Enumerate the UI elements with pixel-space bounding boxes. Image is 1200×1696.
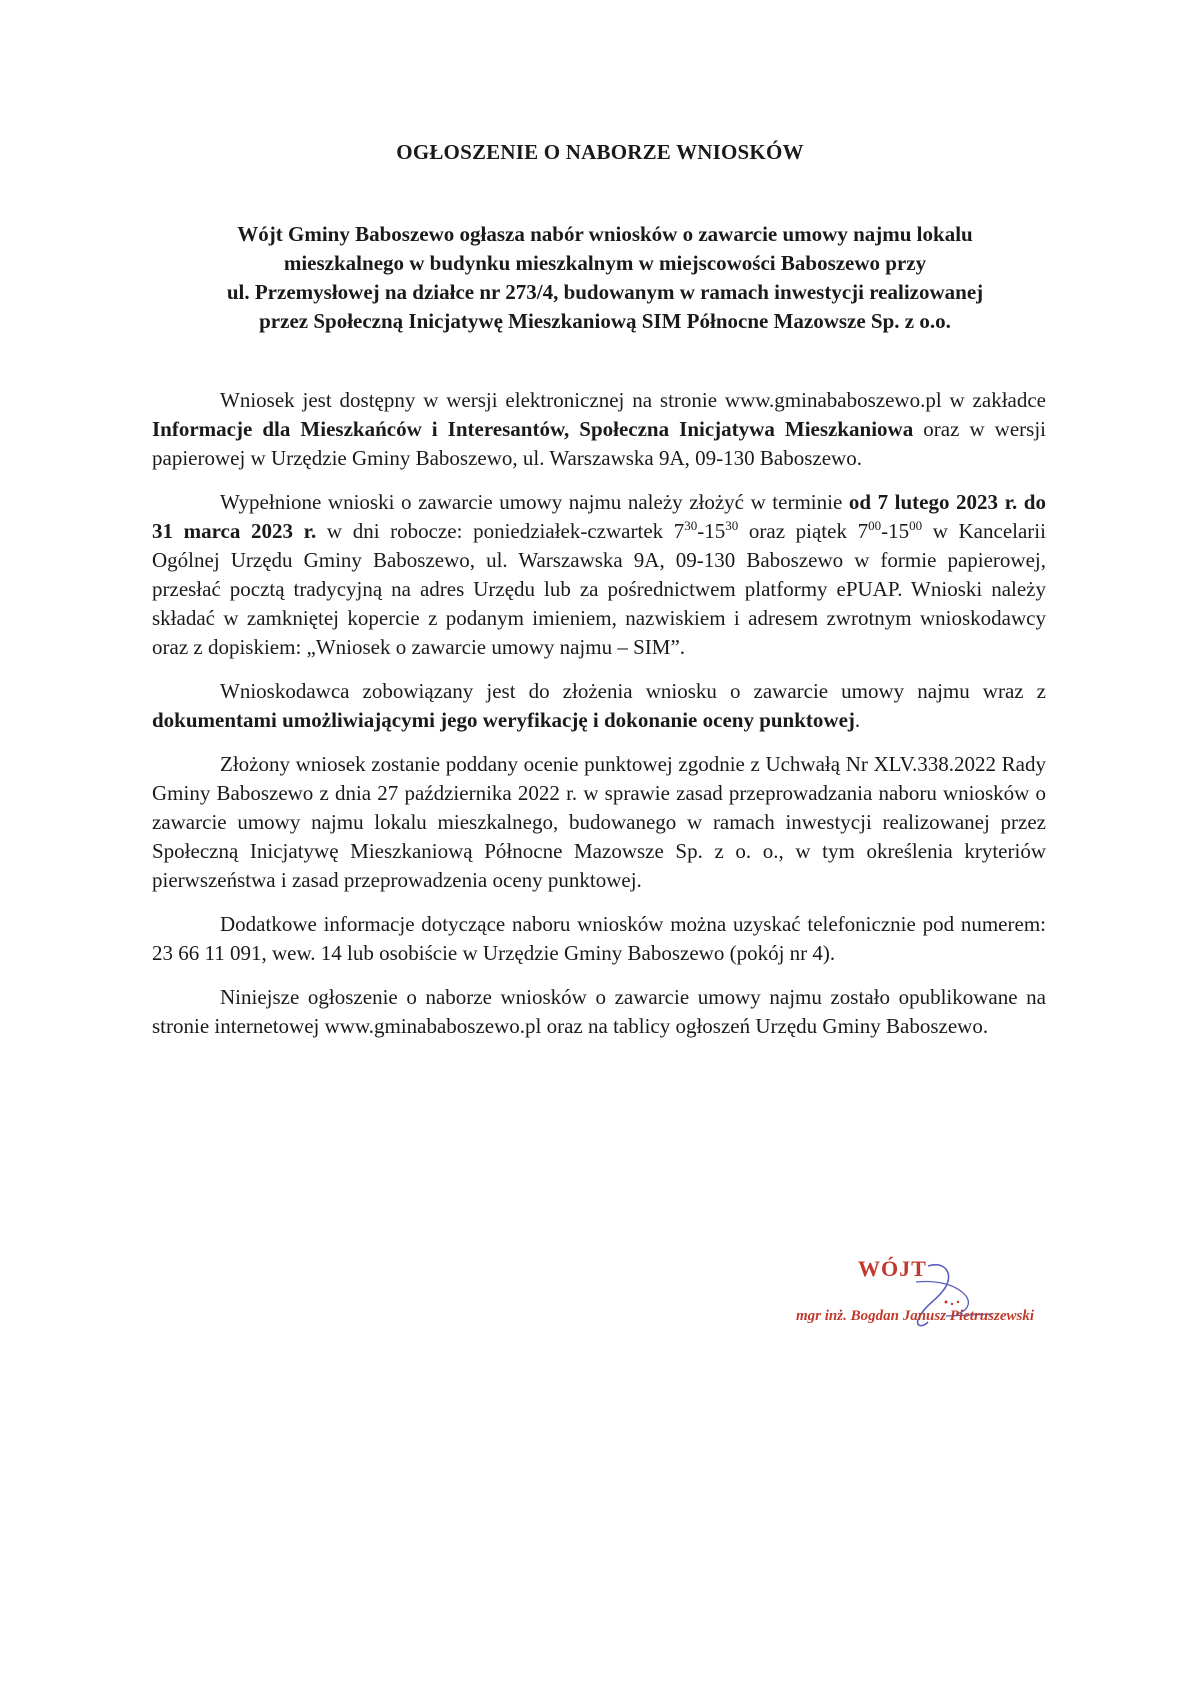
document-title: OGŁOSZENIE O NABORZE WNIOSKÓW — [396, 140, 804, 164]
lead-line: ul. Przemysłowej na działce nr 273/4, budowanym w ramach inwestycji realizowanej — [226, 280, 984, 304]
text-run: Wypełnione wnioski o zawarcie umowy najmu należy złożyć w terminie — [220, 490, 849, 514]
text-run: oraz w wersji papierowej w Urzędzie Gminy Baboszewo, ul. Warszawska 9A, 09-130 Baboszewo. — [152, 417, 1046, 470]
bold-run: dokumentami umożliwiającymi jego weryfikację i dokonanie oceny punktowej — [152, 708, 855, 732]
text-run: Wnioskodawca zobowiązany jest do złożenia wniosku o zawarcie umowy najmu wraz z — [220, 679, 1046, 703]
text-run: Wniosek jest dostępny w wersji elektronicznej na stronie www.gminababoszewo.pl w zakładce — [220, 388, 1046, 412]
text-run: oraz piątek 7 — [738, 519, 869, 543]
lead-line: mieszkalnego w budynku mieszkalnym w miejscowości Baboszewo przy — [283, 251, 927, 275]
paragraph-availability — [152, 386, 1046, 473]
superscript: 00 — [909, 518, 923, 533]
superscript: 30 — [725, 518, 739, 533]
paragraph-evaluation: Złożony wniosek zostanie poddany ocenie punktowej zgodnie z Uchwałą Nr XLV.338.2022 Rady Gminy Baboszewo z dnia 27 października 2022 r. w sprawie zasad przeprowadzania naboru wniosków o zawarcie umowy najmu lokalu mieszkalnego, budowanego w ramach inwestycji realizowanej przez Społeczną Inicjatywę Mieszkaniową Północne Mazowsze Sp. z o. o., w tym określenia kryteriów pierwszeństwa i zasad przeprowadzenia oceny punktowej. — [152, 752, 1046, 892]
document-body — [152, 386, 1046, 1056]
bold-run: od 7 lutego 2023 r. do 31 marca 2023 r. — [152, 490, 1046, 543]
paragraph-deadline — [152, 488, 1046, 662]
bold-run: Informacje dla Mieszkańców i Interesantów, Społeczna Inicjatywa Mieszkaniowa — [152, 417, 914, 441]
text-run: -15 — [697, 519, 726, 543]
lead-line: przez Społeczną Inicjatywę Mieszkaniową SIM Północne Mazowsze Sp. z o.o. — [259, 309, 951, 333]
paragraph-contact: Dodatkowe informacje dotyczące naboru wniosków można uzyskać telefonicznie pod numerem: 23 66 11 091, wew. 14 lub osobiście w Urzędzie Gminy Baboszewo (pokój nr 4). — [152, 912, 1046, 965]
text-run: w dni robocze: poniedziałek-czwartek 7 — [316, 519, 685, 543]
text-run: . — [854, 708, 861, 732]
paragraph-publication: Niniejsze ogłoszenie o naborze wniosków o zawarcie umowy najmu zostało opublikowane na stronie internetowej www.gminababoszewo.pl oraz na tablicy ogłoszeń Urzędu Gminy Baboszewo. — [152, 985, 1046, 1038]
text-run: w Kancelarii Ogólnej Urzędu Gminy Baboszewo, ul. Warszawska 9A, 09-130 Baboszewo w formie papierowej, przesłać pocztą tradycyjną na adres Urzędu lub za pośrednictwem platformy ePUAP. Wnioski należy składać w zamkniętej kopercie z podanym imieniem, nazwiskiem i adresem zwrotnym wnioskodawcy oraz z dopiskiem: „Wniosek o zawarcie umowy najmu – SIM”. — [152, 519, 1046, 659]
superscript: 00 — [868, 518, 882, 533]
lead-line: Wójt Gminy Baboszewo ogłasza nabór wniosków o zawarcie umowy najmu lokalu — [237, 222, 973, 246]
signatory-name: mgr inż. Bogdan Janusz Pietruszewski — [796, 1308, 1034, 1324]
superscript: 30 — [684, 518, 698, 533]
stamp-title: WÓJT — [858, 1256, 927, 1281]
signature-scribble-icon — [796, 1262, 1076, 1342]
text-run: -15 — [881, 519, 910, 543]
lead-paragraph — [170, 220, 1040, 336]
signature-stamp — [796, 1256, 1076, 1342]
paragraph-documents — [152, 677, 1046, 735]
